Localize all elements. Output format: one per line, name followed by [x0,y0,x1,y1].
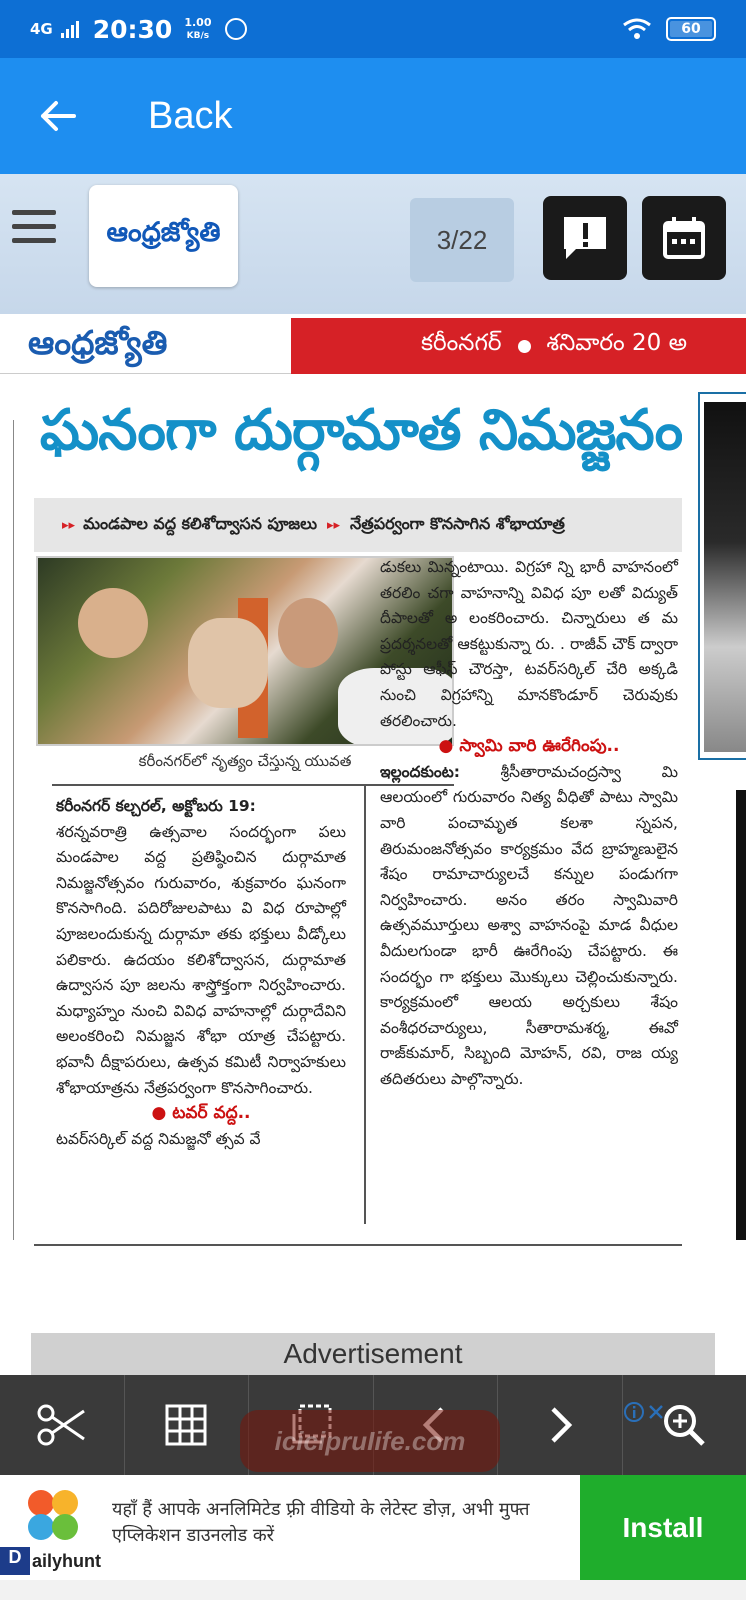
bullet-dot-icon: ● [438,736,454,757]
article-subheadings [34,498,682,552]
back-arrow-icon[interactable] [38,96,78,136]
newspaper-logo: ఆంధ్రజ్యోతి [28,322,168,362]
advertisement-label: Advertisement [31,1333,715,1375]
speed-unit: KB/s [186,30,210,41]
calendar-icon [659,213,709,263]
clip-button[interactable] [0,1375,125,1475]
speed-value: 1.00 [184,16,212,29]
grid-icon [165,1404,207,1446]
network-speed [184,17,211,41]
clock: 20:30 [92,14,173,44]
subheading-2: నేత్రపర్వంగా కొనసాగిన శోభాయాత్ర [350,513,565,533]
brand-name: ailyhunt [32,1550,102,1571]
report-icon [558,211,612,265]
adjacent-column-edge [736,790,746,1240]
bullet-dot-icon: ● [151,1103,167,1124]
page-bottom-rule [34,1244,682,1246]
ad-creative[interactable]: icicipruIife.com [240,1410,500,1472]
install-button[interactable]: Install [580,1475,746,1580]
close-icon[interactable] [647,1403,665,1421]
article-column-1 [56,794,346,1152]
wifi-icon [622,17,652,41]
article-column-2 [380,555,678,1092]
article-headline[interactable]: ఘనంగా దుర్గామాత నిమజ్జనం [40,397,682,463]
article-body-1: శరన్నవరాత్రి ఉత్సవాల సందర్భంగా పలు మండపాల వద్ద ప్రతిష్ఠించిన దుర్గామాత నిమజ్జనోత్సవం గురువారం, శుక్రవారం ఘనంగా కొనసాగింది. పదిరోజులపాటు వి విధ రూపాల్లో పూజలందుకున్న దుర్గామా తకు భక్తులు వీడ్కోలు పలికారు. ఉదయం కలిశోద్వాసన, దుర్గామాత ఉద్వాసన పూ జలను శాస్త్రోక్తంగా నిర్వహించారు. మధ్యాహ్నం నుంచి వివిధ వాహనాల్లో దుర్గాదేవిని అలంకరించి నిమజ్జన శోభా యాత్ర చేపట్టారు. భవానీ దీక్షాపరులు, ఉత్సవ కమిటీ నిర్వాహకులు శోభాయాత్రను నేత్రపర్వంగా కొనసాగించారు. [56,822,346,1097]
dailyhunt-logo-icon [18,1485,88,1555]
next-page-button[interactable] [498,1375,623,1475]
brand-letter: D [0,1547,30,1575]
chevron-right-icon [545,1405,575,1445]
edition-date: శనివారం 20 అ [546,330,687,356]
scissors-icon [36,1403,88,1447]
app-bar [0,58,746,174]
section-subhead-tower: టవర్ వద్ద.. [172,1103,251,1124]
article-body-2a: డుకలు మిన్నంటాయి. విగ్రహా న్ని భారీ వాహనంలో తరలిం చగా వాహనాన్ని వివిధ పూ లతో విద్యుత్ దీపాలతో అ లంకరించారు. చిన్నారులు త మ ప్రదర్శనలతో ఆకట్టుకున్నా రు. . రాజీవ్ చౌక్ ద్వారా పోస్టు ఆఫీస్ చౌరస్తా, టవర్‌సర్కిల్ చేరి అక్కడి నుంచి విగ్రహాన్ని మానకొండూర్ చెరువుకు తరలించారు. [380,558,678,730]
chevron-icon: ▸▸ [62,517,76,533]
thumbnail-grid-button[interactable] [125,1375,250,1475]
promo-text: यहाँ हैं आपके अनलिमिटेड फ़्री वीडियो के लेटेस्ट डोज़, अभी मुफ्त एप्लिकेशन डाउनलोड करें [112,1499,530,1546]
dailyhunt-brand [0,1547,101,1575]
menu-icon[interactable] [12,210,56,250]
page-counter[interactable]: 3/22 [410,198,514,282]
chevron-icon: ▸▸ [326,517,341,533]
battery-level: 60 [681,21,701,37]
subheading-1: మండపాల వద్ద కలిశోద్వాసన పూజలు [83,513,317,533]
report-button[interactable] [543,196,627,280]
back-button[interactable]: Back [148,94,233,137]
dateline: కరీంనగర్ కల్చరల్, అక్టోబరు 19: [56,797,256,815]
system-nav-bar [0,1580,746,1600]
edition-banner [291,318,746,374]
section-subhead-procession: స్వామి వారి ఊరేగింపు.. [459,736,620,757]
zoom-button[interactable] [623,1375,746,1475]
photo-caption: కరీంనగర్‌లో నృత్యం చేస్తున్న యువత [138,752,352,770]
info-icon[interactable] [623,1401,645,1423]
signal-icon [61,20,83,38]
article-body-2b: శ్రీసీతారామచంద్రస్వా మి ఆలయంలో గురువారం నిత్య వీధితో పాటు స్వామి వారి పంచామృత కలశా స్నపన, తిరుమంజనోత్సవం కార్యక్రమం వేద బ్రాహ్మణులైన శేషం రామాచార్యులచే కన్నుల పండుగగా నిర్వహించారు. అనం తరం స్వామివారి ఉత్సవమూర్తులు అశ్వా వాహనంపై మాడ వీధుల వీదులగుండా భారీ ఊరేగింపు చేపట్టారు. ఈ సందర్భం గా భక్తులు మొక్కులు చెల్లించుకున్నారు. కార్యక్రమంలో ఆలయ అర్చకులు శేషం వంశీధరచార్యులు, సీతారామశర్మ, ఈవో రాజ్‌కుమార్, సిబ్బంది మోహన్, రవి, రాజ య్య తదితరులు పాల్గొన్నారు. [380,762,678,1088]
battery-icon [666,17,716,41]
adjacent-article-edge [0,420,14,1240]
network-indicator: 4G [30,19,53,38]
adjacent-photo [698,392,746,760]
edition-city: కరీంనగర్ [421,330,502,356]
bullet-dot [518,340,531,353]
zoom-in-icon [661,1402,707,1448]
column-divider [364,784,366,1224]
whatsapp-icon [225,18,247,40]
publication-logo[interactable]: ఆంధ్రజ్యోతి [89,185,238,287]
calendar-button[interactable] [642,196,726,280]
status-bar [0,0,746,58]
article-body-tail: టవర్‌సర్కిల్ వద్ద నిమజ్జనో త్సవ వే [56,1129,261,1148]
dateline-illandakunta: ఇల్లందకుంట: [380,762,460,781]
